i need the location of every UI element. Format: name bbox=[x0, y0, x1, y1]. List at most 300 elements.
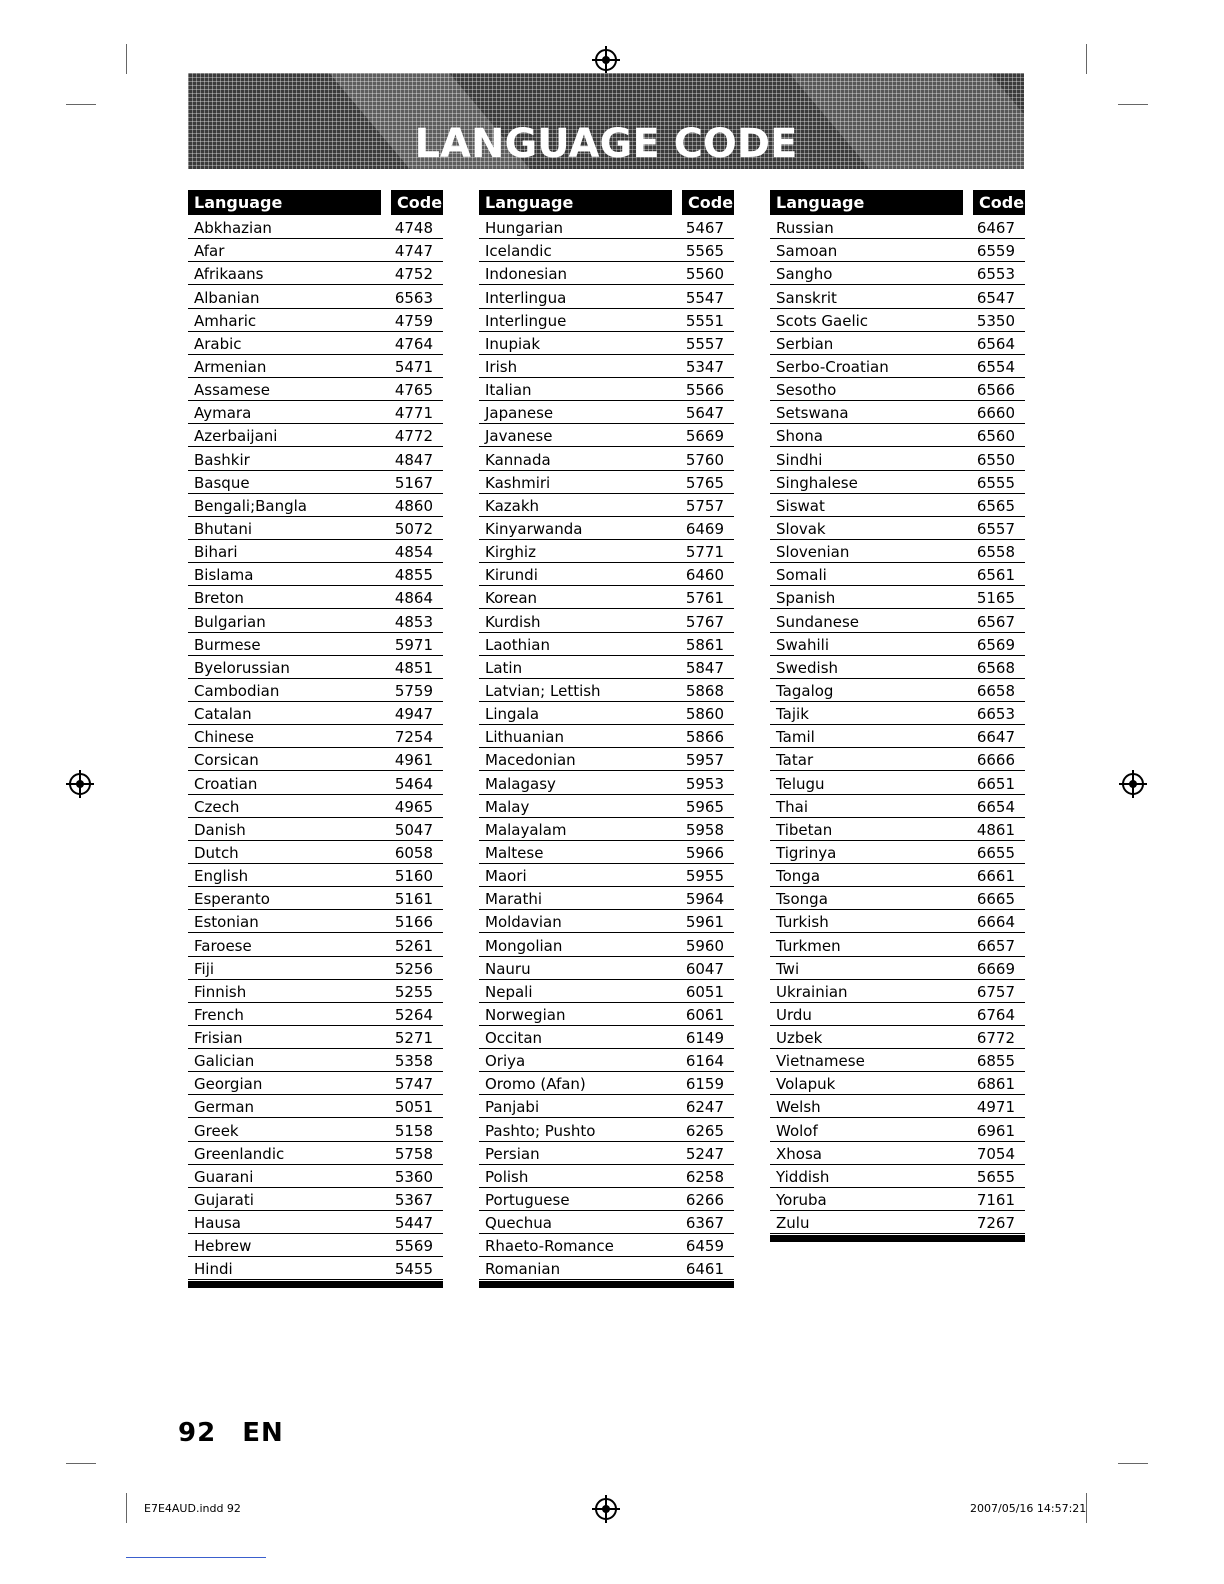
table-row bbox=[188, 494, 443, 517]
registration-mark-icon bbox=[69, 773, 91, 795]
table-row bbox=[479, 679, 734, 702]
language-code: 6658 bbox=[976, 681, 1015, 700]
table-row bbox=[770, 1188, 1025, 1211]
language-code: 5761 bbox=[685, 589, 724, 608]
table-row bbox=[188, 1165, 443, 1188]
crop-mark bbox=[126, 44, 127, 74]
table-row bbox=[770, 471, 1025, 494]
table-row bbox=[479, 1257, 734, 1280]
table-row bbox=[479, 1095, 734, 1118]
table-row bbox=[770, 633, 1025, 656]
language-code: 5758 bbox=[394, 1144, 433, 1163]
language-name: Tatar bbox=[776, 751, 814, 770]
language-code: 4854 bbox=[394, 543, 433, 562]
page-language: EN bbox=[242, 1418, 284, 1448]
language-name: Tagalog bbox=[776, 681, 834, 700]
language-name: Finnish bbox=[194, 982, 247, 1001]
language-name: Nepali bbox=[485, 982, 533, 1001]
language-name: Somali bbox=[776, 566, 827, 585]
language-code: 6554 bbox=[976, 357, 1015, 376]
table-row bbox=[188, 1118, 443, 1141]
language-name: English bbox=[194, 867, 249, 886]
language-name: Yiddish bbox=[776, 1167, 830, 1186]
language-name: Quechua bbox=[485, 1214, 552, 1233]
table-header bbox=[479, 190, 734, 215]
table-row bbox=[188, 818, 443, 841]
registration-mark-icon bbox=[595, 1498, 617, 1520]
language-code: 6772 bbox=[976, 1029, 1015, 1048]
language-name: Polish bbox=[485, 1167, 529, 1186]
language-name: Indonesian bbox=[485, 265, 568, 284]
table-row bbox=[479, 633, 734, 656]
header-language: Language bbox=[479, 190, 672, 215]
language-name: Hungarian bbox=[485, 219, 564, 238]
language-code: 6247 bbox=[685, 1098, 724, 1117]
language-name: Slovak bbox=[776, 519, 826, 538]
language-code: 5966 bbox=[685, 843, 724, 862]
language-name: Wolof bbox=[776, 1121, 818, 1140]
language-code: 5051 bbox=[394, 1098, 433, 1117]
table-row bbox=[479, 216, 734, 239]
language-name: Tajik bbox=[776, 705, 809, 724]
table-row bbox=[188, 864, 443, 887]
language-code: 4759 bbox=[394, 311, 433, 330]
table-row bbox=[479, 748, 734, 771]
language-table-3 bbox=[770, 190, 1025, 1242]
table-row bbox=[770, 540, 1025, 563]
language-name: Assamese bbox=[194, 381, 270, 400]
language-code: 4847 bbox=[394, 450, 433, 469]
table-row bbox=[770, 1026, 1025, 1049]
language-name: Estonian bbox=[194, 913, 259, 932]
language-code: 6567 bbox=[976, 612, 1015, 631]
title-banner bbox=[188, 73, 1024, 169]
table-row bbox=[188, 540, 443, 563]
table-row bbox=[188, 378, 443, 401]
table-row bbox=[770, 1165, 1025, 1188]
table-row bbox=[770, 1095, 1025, 1118]
table-row bbox=[770, 494, 1025, 517]
table-row bbox=[770, 309, 1025, 332]
language-name: Urdu bbox=[776, 1005, 812, 1024]
language-name: Byelorussian bbox=[194, 658, 290, 677]
language-code: 5655 bbox=[976, 1167, 1015, 1186]
language-table-1 bbox=[188, 190, 443, 1288]
language-name: Frisian bbox=[194, 1029, 243, 1048]
language-code: 4764 bbox=[394, 334, 433, 353]
language-code: 6568 bbox=[976, 658, 1015, 677]
language-name: Kurdish bbox=[485, 612, 541, 631]
table-row bbox=[770, 378, 1025, 401]
language-code: 5247 bbox=[685, 1144, 724, 1163]
language-code: 5565 bbox=[685, 242, 724, 261]
language-code: 5765 bbox=[685, 473, 724, 492]
language-code: 6855 bbox=[976, 1052, 1015, 1071]
language-code: 7161 bbox=[976, 1191, 1015, 1210]
language-code: 5866 bbox=[685, 728, 724, 747]
language-code: 6558 bbox=[976, 543, 1015, 562]
language-name: Tigrinya bbox=[776, 843, 837, 862]
language-code: 5960 bbox=[685, 936, 724, 955]
language-code: 6654 bbox=[976, 797, 1015, 816]
table-row bbox=[188, 355, 443, 378]
table-row bbox=[770, 818, 1025, 841]
language-name: Breton bbox=[194, 589, 244, 608]
table-end-bar bbox=[479, 1281, 734, 1288]
table-row bbox=[479, 447, 734, 470]
language-name: Oromo (Afan) bbox=[485, 1075, 586, 1094]
language-code: 5861 bbox=[685, 635, 724, 654]
language-code: 4748 bbox=[394, 219, 433, 238]
language-code: 6467 bbox=[976, 219, 1015, 238]
language-name: Bengali;Bangla bbox=[194, 496, 307, 515]
language-code: 5160 bbox=[394, 867, 433, 886]
language-name: Panjabi bbox=[485, 1098, 540, 1117]
language-code: 4752 bbox=[394, 265, 433, 284]
table-row bbox=[770, 656, 1025, 679]
language-name: Bashkir bbox=[194, 450, 250, 469]
table-row bbox=[770, 957, 1025, 980]
language-code: 4765 bbox=[394, 381, 433, 400]
language-code: 6550 bbox=[976, 450, 1015, 469]
table-row bbox=[770, 239, 1025, 262]
table-row bbox=[770, 1049, 1025, 1072]
language-name: Sangho bbox=[776, 265, 833, 284]
table-row bbox=[479, 725, 734, 748]
language-name: Javanese bbox=[485, 427, 553, 446]
language-name: Icelandic bbox=[485, 242, 552, 261]
table-row bbox=[479, 1118, 734, 1141]
table-row bbox=[770, 1003, 1025, 1026]
language-code: 5669 bbox=[685, 427, 724, 446]
language-code: 6559 bbox=[976, 242, 1015, 261]
language-code: 5767 bbox=[685, 612, 724, 631]
language-name: Serbo-Croatian bbox=[776, 357, 889, 376]
language-name: Bhutani bbox=[194, 519, 253, 538]
language-name: Amharic bbox=[194, 311, 257, 330]
language-code: 5471 bbox=[394, 357, 433, 376]
table-row bbox=[479, 563, 734, 586]
language-name: Kashmiri bbox=[485, 473, 551, 492]
language-name: Spanish bbox=[776, 589, 836, 608]
language-code: 5747 bbox=[394, 1075, 433, 1094]
table-row bbox=[188, 401, 443, 424]
language-name: Inupiak bbox=[485, 334, 541, 353]
language-name: Chinese bbox=[194, 728, 254, 747]
language-code: 6560 bbox=[976, 427, 1015, 446]
table-row bbox=[188, 887, 443, 910]
table-row bbox=[188, 957, 443, 980]
crop-mark bbox=[126, 1493, 127, 1523]
language-name: Greek bbox=[194, 1121, 239, 1140]
language-name: Malagasy bbox=[485, 774, 556, 793]
language-name: Cambodian bbox=[194, 681, 280, 700]
page-title: LANGUAGE CODE bbox=[414, 121, 798, 167]
language-name: Marathi bbox=[485, 890, 543, 909]
language-code: 4864 bbox=[394, 589, 433, 608]
table-row bbox=[770, 1142, 1025, 1165]
table-end-bar bbox=[770, 1235, 1025, 1242]
language-code: 5757 bbox=[685, 496, 724, 515]
language-name: Swedish bbox=[776, 658, 839, 677]
language-code: 6461 bbox=[685, 1260, 724, 1279]
language-name: Shona bbox=[776, 427, 823, 446]
language-name: Hausa bbox=[194, 1214, 241, 1233]
language-name: Kazakh bbox=[485, 496, 540, 515]
language-code: 6459 bbox=[685, 1237, 724, 1256]
language-code: 5165 bbox=[976, 589, 1015, 608]
language-code: 6266 bbox=[685, 1191, 724, 1210]
language-code: 5569 bbox=[394, 1237, 433, 1256]
table-row bbox=[770, 262, 1025, 285]
table-row bbox=[479, 864, 734, 887]
table-row bbox=[188, 1095, 443, 1118]
language-code: 6164 bbox=[685, 1052, 724, 1071]
language-name: Croatian bbox=[194, 774, 258, 793]
table-row bbox=[770, 702, 1025, 725]
language-code: 5467 bbox=[685, 219, 724, 238]
language-code: 6547 bbox=[976, 288, 1015, 307]
table-row bbox=[770, 517, 1025, 540]
table-row bbox=[479, 378, 734, 401]
language-name: Occitan bbox=[485, 1029, 543, 1048]
table-row bbox=[479, 656, 734, 679]
table-row bbox=[479, 702, 734, 725]
language-code: 6565 bbox=[976, 496, 1015, 515]
language-code: 4965 bbox=[394, 797, 433, 816]
language-name: Thai bbox=[776, 797, 809, 816]
language-code: 5557 bbox=[685, 334, 724, 353]
table-row bbox=[479, 239, 734, 262]
language-code: 5771 bbox=[685, 543, 724, 562]
language-code: 7267 bbox=[976, 1214, 1015, 1233]
language-code: 4772 bbox=[394, 427, 433, 446]
language-name: Italian bbox=[485, 381, 532, 400]
language-name: Irish bbox=[485, 357, 518, 376]
table-row bbox=[770, 910, 1025, 933]
table-row bbox=[770, 609, 1025, 632]
language-name: Basque bbox=[194, 473, 250, 492]
language-name: Lingala bbox=[485, 705, 540, 724]
language-name: Norwegian bbox=[485, 1005, 566, 1024]
table-row bbox=[770, 563, 1025, 586]
language-code: 5455 bbox=[394, 1260, 433, 1279]
language-code: 5953 bbox=[685, 774, 724, 793]
language-name: Abkhazian bbox=[194, 219, 272, 238]
language-code: 5350 bbox=[976, 311, 1015, 330]
language-code: 4860 bbox=[394, 496, 433, 515]
language-code: 6051 bbox=[685, 982, 724, 1001]
language-code: 5759 bbox=[394, 681, 433, 700]
language-code: 6149 bbox=[685, 1029, 724, 1048]
table-row bbox=[188, 563, 443, 586]
page-number bbox=[178, 1418, 284, 1448]
language-code: 5358 bbox=[394, 1052, 433, 1071]
table-row bbox=[188, 980, 443, 1003]
table-row bbox=[479, 1211, 734, 1234]
table-row bbox=[188, 702, 443, 725]
language-name: Malay bbox=[485, 797, 530, 816]
language-code: 6047 bbox=[685, 959, 724, 978]
header-code: Code bbox=[973, 190, 1025, 215]
language-code: 7054 bbox=[976, 1144, 1015, 1163]
language-name: Burmese bbox=[194, 635, 261, 654]
table-row bbox=[479, 910, 734, 933]
table-row bbox=[188, 656, 443, 679]
table-row bbox=[188, 471, 443, 494]
language-name: Esperanto bbox=[194, 890, 270, 909]
language-name: Russian bbox=[776, 219, 834, 238]
language-name: Latvian; Lettish bbox=[485, 681, 601, 700]
language-name: Interlingua bbox=[485, 288, 567, 307]
language-name: Vietnamese bbox=[776, 1052, 865, 1071]
language-code: 5256 bbox=[394, 959, 433, 978]
language-name: Zulu bbox=[776, 1214, 810, 1233]
table-row bbox=[188, 841, 443, 864]
table-header bbox=[188, 190, 443, 215]
table-row bbox=[770, 1211, 1025, 1234]
language-code: 5551 bbox=[685, 311, 724, 330]
table-row bbox=[188, 933, 443, 956]
language-name: Afrikaans bbox=[194, 265, 264, 284]
table-row bbox=[770, 864, 1025, 887]
table-row bbox=[770, 447, 1025, 470]
language-code: 5965 bbox=[685, 797, 724, 816]
language-name: Xhosa bbox=[776, 1144, 822, 1163]
language-name: Telugu bbox=[776, 774, 825, 793]
language-name: Turkmen bbox=[776, 936, 841, 955]
table-row bbox=[479, 540, 734, 563]
language-name: Greenlandic bbox=[194, 1144, 285, 1163]
language-code: 5167 bbox=[394, 473, 433, 492]
language-code: 6564 bbox=[976, 334, 1015, 353]
header-language: Language bbox=[188, 190, 381, 215]
table-row bbox=[188, 1257, 443, 1280]
table-row bbox=[188, 633, 443, 656]
table-row bbox=[188, 517, 443, 540]
language-code: 5447 bbox=[394, 1214, 433, 1233]
table-row bbox=[770, 841, 1025, 864]
table-row bbox=[188, 679, 443, 702]
language-code: 5264 bbox=[394, 1005, 433, 1024]
language-code: 5847 bbox=[685, 658, 724, 677]
table-header bbox=[770, 190, 1025, 215]
header-code: Code bbox=[391, 190, 443, 215]
table-row bbox=[479, 1165, 734, 1188]
language-code: 6553 bbox=[976, 265, 1015, 284]
language-name: Nauru bbox=[485, 959, 531, 978]
table-row bbox=[479, 586, 734, 609]
language-code: 5072 bbox=[394, 519, 433, 538]
table-row bbox=[770, 771, 1025, 794]
table-row bbox=[188, 1003, 443, 1026]
language-name: Czech bbox=[194, 797, 240, 816]
language-name: Portuguese bbox=[485, 1191, 570, 1210]
table-row bbox=[188, 586, 443, 609]
language-code: 6058 bbox=[394, 843, 433, 862]
language-code: 5958 bbox=[685, 820, 724, 839]
language-name: Sundanese bbox=[776, 612, 860, 631]
table-row bbox=[479, 980, 734, 1003]
table-row bbox=[188, 1142, 443, 1165]
language-name: Scots Gaelic bbox=[776, 311, 869, 330]
table-row bbox=[770, 748, 1025, 771]
language-name: Tibetan bbox=[776, 820, 833, 839]
table-row bbox=[188, 239, 443, 262]
language-name: Bihari bbox=[194, 543, 238, 562]
table-row bbox=[188, 447, 443, 470]
language-name: Afar bbox=[194, 242, 225, 261]
language-code: 4851 bbox=[394, 658, 433, 677]
language-name: Galician bbox=[194, 1052, 255, 1071]
language-name: Mongolian bbox=[485, 936, 563, 955]
language-name: Catalan bbox=[194, 705, 252, 724]
language-code: 6661 bbox=[976, 867, 1015, 886]
language-name: Singhalese bbox=[776, 473, 858, 492]
language-name: Bislama bbox=[194, 566, 254, 585]
table-row bbox=[770, 795, 1025, 818]
language-code: 5760 bbox=[685, 450, 724, 469]
language-code: 6555 bbox=[976, 473, 1015, 492]
language-name: Sesotho bbox=[776, 381, 837, 400]
language-code: 6757 bbox=[976, 982, 1015, 1001]
language-code: 4971 bbox=[976, 1098, 1015, 1117]
language-name: Aymara bbox=[194, 404, 252, 423]
language-name: Pashto; Pushto bbox=[485, 1121, 596, 1140]
table-row bbox=[188, 1072, 443, 1095]
table-row bbox=[479, 609, 734, 632]
table-row bbox=[479, 818, 734, 841]
table-row bbox=[479, 401, 734, 424]
language-code: 6653 bbox=[976, 705, 1015, 724]
language-name: Dutch bbox=[194, 843, 239, 862]
language-code: 4961 bbox=[394, 751, 433, 770]
language-name: Sindhi bbox=[776, 450, 823, 469]
language-name: French bbox=[194, 1005, 244, 1024]
language-code: 6557 bbox=[976, 519, 1015, 538]
language-code: 5860 bbox=[685, 705, 724, 724]
language-code: 4861 bbox=[976, 820, 1015, 839]
language-code: 5047 bbox=[394, 820, 433, 839]
table-row bbox=[188, 262, 443, 285]
language-name: Interlingue bbox=[485, 311, 567, 330]
table-row bbox=[770, 980, 1025, 1003]
language-code: 5464 bbox=[394, 774, 433, 793]
table-row bbox=[770, 933, 1025, 956]
language-code: 5961 bbox=[685, 913, 724, 932]
header-code: Code bbox=[682, 190, 734, 215]
language-code: 5566 bbox=[685, 381, 724, 400]
table-row bbox=[479, 1026, 734, 1049]
language-code: 6669 bbox=[976, 959, 1015, 978]
table-row bbox=[188, 1234, 443, 1257]
table-row bbox=[479, 795, 734, 818]
language-name: Armenian bbox=[194, 357, 267, 376]
language-name: Rhaeto-Romance bbox=[485, 1237, 614, 1256]
language-code: 5261 bbox=[394, 936, 433, 955]
language-name: Volapuk bbox=[776, 1075, 836, 1094]
language-name: Kinyarwanda bbox=[485, 519, 583, 538]
table-row bbox=[479, 1234, 734, 1257]
language-name: Tamil bbox=[776, 728, 815, 747]
language-code: 5255 bbox=[394, 982, 433, 1001]
language-name: Danish bbox=[194, 820, 246, 839]
language-code: 6657 bbox=[976, 936, 1015, 955]
table-row bbox=[188, 1049, 443, 1072]
language-code: 6665 bbox=[976, 890, 1015, 909]
table-row bbox=[188, 332, 443, 355]
language-code: 6651 bbox=[976, 774, 1015, 793]
